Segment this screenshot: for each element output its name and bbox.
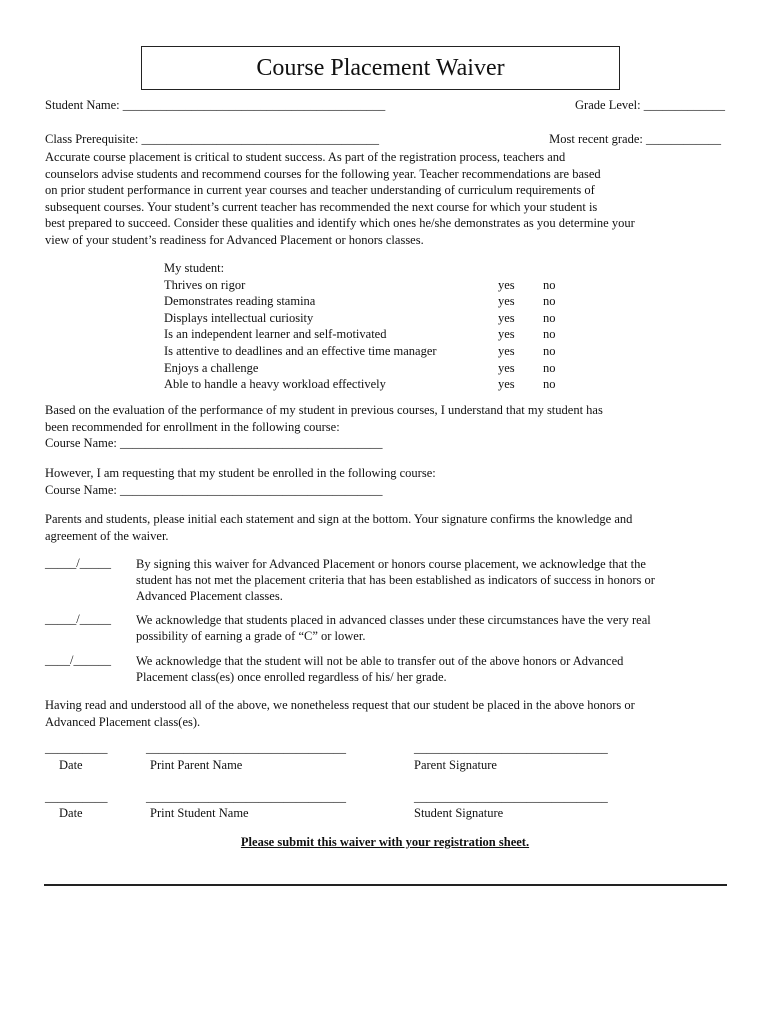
evaluation-paragraph [45, 402, 727, 452]
evaluation-line: Based on the evaluation of the performance of my student in previous courses, I understand that my student has [45, 403, 603, 417]
intro-line: view of your student’s readiness for Advanced Placement or honors classes. [45, 232, 424, 247]
instructions-paragraph [45, 511, 727, 544]
statement-line: possibility of earning a grade of “C” or lower. [136, 629, 366, 643]
instructions-line: Parents and students, please initial each statement and sign at the bottom. Your signature confirms the knowledge and [45, 512, 633, 526]
waiver-statement [136, 653, 726, 685]
yes-option[interactable]: yes [498, 327, 515, 342]
parent-name-field[interactable]: ________________________________ [146, 741, 346, 755]
initials-field[interactable]: _____/_____ [45, 612, 111, 626]
criteria-label: Is an independent learner and self-motivated [164, 327, 387, 342]
waiver-statement [136, 612, 726, 644]
initials-field[interactable]: ____/______ [45, 653, 111, 667]
criteria-row [164, 326, 583, 343]
yes-option[interactable]: yes [498, 377, 515, 392]
intro-line: subsequent courses. Your student’s current teacher has recommended the next course for which your student is [45, 199, 598, 214]
parent-name-label: Print Parent Name [150, 758, 243, 772]
statement-line: Advanced Placement classes. [136, 589, 283, 603]
submit-note: Please submit this waiver with your registration sheet. [240, 835, 530, 849]
instructions-line: agreement of the waiver. [45, 528, 169, 543]
student-name-field[interactable]: ________________________________ [146, 790, 346, 804]
requested-course-field[interactable]: Course Name: __________________________________________ [45, 482, 383, 497]
criteria-row [164, 310, 583, 327]
intro-line: on prior student performance in current year courses and teacher understanding of curriculum requirements of [45, 183, 595, 198]
yes-option[interactable]: yes [498, 360, 515, 375]
student-name-field[interactable]: Student Name: __________________________________________ [45, 98, 386, 112]
recommended-course-field[interactable]: Course Name: __________________________________________ [45, 436, 383, 451]
criteria-label: Thrives on rigor [164, 277, 246, 292]
parent-date-label: Date [59, 758, 83, 772]
statement-line: By signing this waiver for Advanced Placement or honors course placement, we acknowledge that the [136, 557, 646, 571]
no-option[interactable]: no [543, 327, 556, 342]
criteria-row [164, 343, 583, 360]
evaluation-line: been recommended for enrollment in the following course: [45, 419, 340, 434]
criteria-label: Demonstrates reading stamina [164, 294, 316, 309]
parent-signature-field[interactable]: _______________________________ [414, 741, 608, 755]
no-option[interactable]: no [543, 377, 556, 392]
statement-line: Placement class(es) once enrolled regardless of his/ her grade. [136, 670, 447, 684]
criteria-table [164, 260, 583, 393]
no-option[interactable]: no [543, 294, 556, 309]
yes-option[interactable]: yes [498, 277, 515, 292]
criteria-row [164, 277, 583, 294]
grade-level-field[interactable]: Grade Level: _____________ [575, 98, 725, 112]
criteria-heading-row [164, 260, 583, 277]
criteria-row [164, 376, 583, 393]
request-line: However, I am requesting that my student be enrolled in the following course: [45, 466, 436, 480]
closing-line: Having read and understood all of the above, we nonetheless request that our student be placed in the above honors or [45, 698, 635, 712]
yes-option[interactable]: yes [498, 343, 515, 358]
intro-line: counselors advise students and recommend courses for the following year. Teacher recommendations are based [45, 166, 601, 181]
criteria-row [164, 293, 583, 310]
no-option[interactable]: no [543, 277, 556, 292]
intro-paragraph [45, 149, 727, 249]
statement-line: student has not met the placement criteria that has been established as indicators of success in honors or [136, 573, 655, 587]
student-signature-field[interactable]: _______________________________ [414, 790, 608, 804]
no-option[interactable]: no [543, 310, 556, 325]
student-name-label: Print Student Name [150, 806, 249, 820]
criteria-row [164, 360, 583, 377]
closing-paragraph [45, 697, 727, 730]
no-option[interactable]: no [543, 360, 556, 375]
footer-divider [44, 884, 727, 886]
yes-option[interactable]: yes [498, 310, 515, 325]
recent-grade-field[interactable]: Most recent grade: ____________ [549, 132, 721, 146]
no-option[interactable]: no [543, 343, 556, 358]
statement-line: We acknowledge that students placed in advanced classes under these circumstances have the very real [136, 613, 651, 627]
waiver-statement [136, 556, 726, 604]
closing-line: Advanced Placement class(es). [45, 714, 201, 729]
criteria-label: Able to handle a heavy workload effectively [164, 377, 386, 392]
initials-field[interactable]: _____/_____ [45, 556, 111, 570]
student-date-field[interactable]: __________ [45, 790, 108, 804]
page-title: Course Placement Waiver [141, 46, 620, 90]
parent-date-field[interactable]: __________ [45, 741, 108, 755]
criteria-label: Displays intellectual curiosity [164, 310, 314, 325]
criteria-heading: My student: [164, 261, 225, 275]
criteria-label: Enjoys a challenge [164, 360, 259, 375]
intro-line: Accurate course placement is critical to student success. As part of the registration process, teachers and [45, 150, 566, 164]
statement-line: We acknowledge that the student will not be able to transfer out of the above honors or Advanced [136, 654, 624, 668]
student-signature-label: Student Signature [414, 806, 504, 820]
parent-signature-label: Parent Signature [414, 758, 497, 772]
class-prerequisite-field[interactable]: Class Prerequisite: ______________________________________ [45, 132, 380, 146]
criteria-label: Is attentive to deadlines and an effective time manager [164, 343, 437, 358]
yes-option[interactable]: yes [498, 294, 515, 309]
intro-line: best prepared to succeed. Consider these qualities and identify which ones he/she demonstrates as you determine your [45, 216, 635, 231]
student-date-label: Date [59, 806, 83, 820]
request-paragraph [45, 465, 727, 498]
